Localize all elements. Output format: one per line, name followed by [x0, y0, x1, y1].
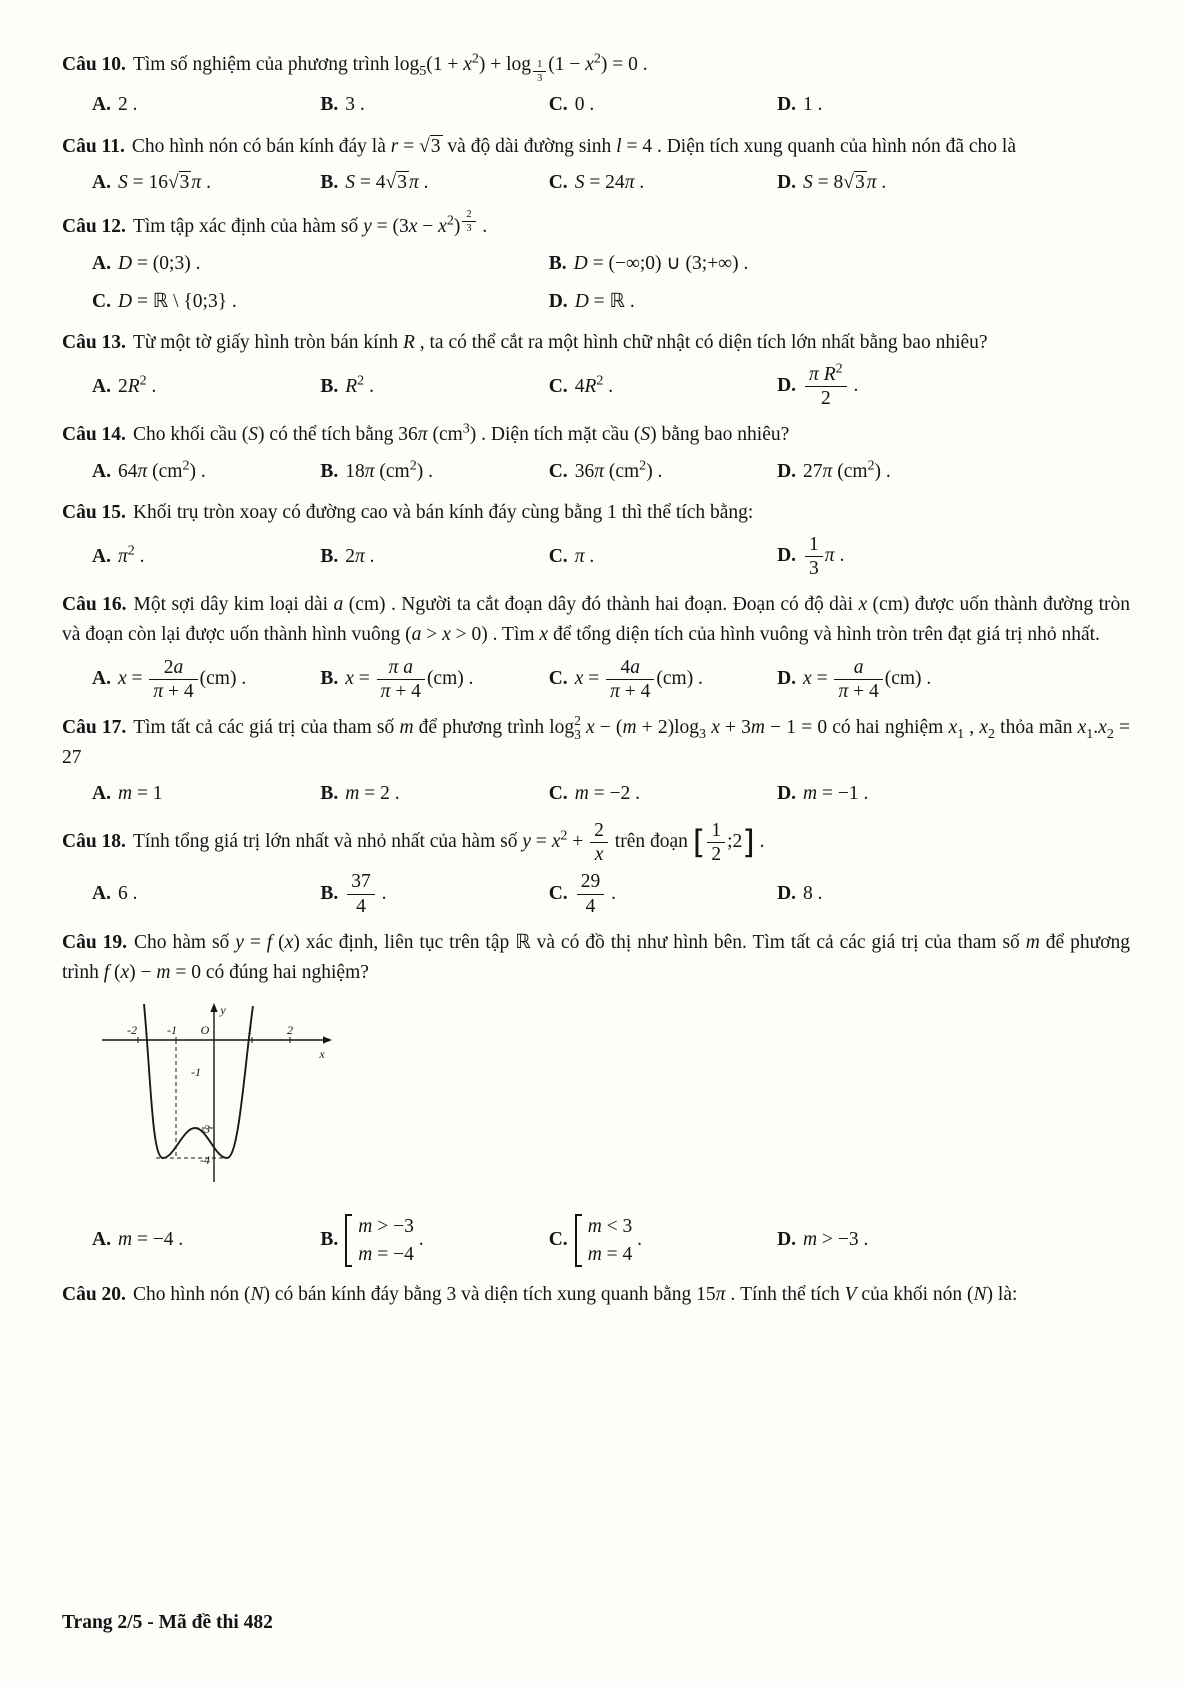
question-11 [62, 132, 1130, 198]
option-value: $\frac{1}{3}$ π . [803, 545, 844, 566]
option-b [320, 657, 548, 702]
question-15 [62, 498, 1130, 579]
option-b [320, 1212, 548, 1269]
question-number: Câu 20. [62, 1283, 126, 1305]
option-label: D. [777, 1229, 797, 1251]
options-row [62, 779, 1130, 809]
options-row [62, 457, 1130, 487]
question-number: Câu 14. [62, 424, 126, 446]
question-body: Tìm số nghiệm của phương trình $\log_5(1 + x^2) + \log$ $_{\frac{1}{3}}$ $(1 - x^2) = 0$ . [132, 50, 648, 85]
x-tick-label: -1 [167, 1023, 177, 1038]
question-text [62, 1280, 1130, 1310]
option-value: S = 24π . [574, 171, 645, 193]
question-body: Cho khối cầu (S) có thể tích bằng 36π $(cm^3)$ . Diện tích mặt cầu (S) bằng bao nhiêu? [132, 420, 790, 446]
option-label: B. [320, 94, 339, 116]
option-c [549, 457, 777, 487]
y-tick-label: -1 [191, 1065, 201, 1080]
option-value: 2 . [117, 94, 138, 116]
option-value: 6 . [117, 882, 138, 904]
option-value: D = (−∞;0) ∪ (3;+∞) . [573, 252, 749, 274]
option-value: $4R^2$ . [574, 372, 614, 397]
y-tick-label: -3 [200, 1122, 210, 1137]
option-label: B. [320, 1229, 339, 1251]
question-number: Câu 10. [62, 54, 126, 75]
option-label: A. [92, 783, 111, 805]
option-label: B. [320, 375, 339, 397]
option-label: D. [777, 171, 797, 193]
option-b [320, 168, 548, 198]
option-label: A. [92, 667, 111, 689]
x-tick-label: 2 [287, 1023, 293, 1038]
question-number: Câu 18. [62, 831, 126, 853]
option-a [92, 457, 320, 487]
option-b [320, 779, 548, 809]
question-18 [62, 820, 1130, 916]
option-a [92, 542, 320, 572]
question-text [62, 928, 1130, 988]
page-footer: Trang 2/5 - Mã đề thi 482 [62, 1611, 273, 1633]
option-d [777, 534, 1130, 579]
question-text [62, 590, 1130, 650]
option-value: 0 . [574, 94, 595, 116]
option-c [549, 1212, 777, 1269]
option-label: C. [548, 667, 568, 689]
option-a [92, 372, 320, 402]
option-b [320, 871, 548, 916]
option-value: 27π $(cm^2)$ . [803, 457, 891, 482]
option-d [777, 360, 1130, 410]
question-body: Tính tổng giá trị lớn nhất và nhỏ nhất của hàm số $y = x^2$ + $\frac{2}{x}$ trên đoạn [ $\frac{1}{2}$ ;2] . [132, 820, 765, 866]
question-14 [62, 420, 1130, 486]
option-label: A. [92, 252, 111, 274]
option-label: D. [777, 882, 797, 904]
option-label: C. [548, 460, 568, 482]
option-value: m < 3 m = 4 . [575, 1229, 642, 1250]
option-d [777, 879, 1130, 909]
origin-label: O [200, 1023, 210, 1038]
option-value: D = ℝ . [574, 290, 635, 312]
option-label: A. [92, 882, 111, 904]
option-value: 1 . [803, 94, 823, 116]
graph-svg [94, 1000, 338, 1192]
option-label: C. [548, 1229, 568, 1251]
option-value: 3 . [345, 94, 365, 116]
option-d [777, 1225, 1130, 1255]
option-a [92, 168, 320, 198]
option-d [777, 90, 1130, 120]
option-value: x = $\frac{4a}{\pi + 4}$ (cm) . [574, 656, 703, 702]
question-body: Một sợi dây kim loại dài a (cm) . Người ta cắt đoạn dây đó thành hai đoạn. Đoạn có độ dài x (cm) được uốn thành đường tròn và đoạn còn lại được uốn thành hình vuông (a > x > 0) . Tìm x để tổng diện tích của hình vuông và hình tròn trên đạt giá trị nhỏ nhất. [62, 594, 1130, 646]
option-value: 64π $(cm^2)$ . [117, 457, 206, 482]
question-body: Tìm tất cả các giá trị của tham số m để phương trình log 2 3 $x - (m + 2)\log_3$ x + 3m − 1 = 0 có hai nghiệm $x_1$ , $x_2$ thỏa mãn $x_1.x_2 = 27$ [62, 713, 1130, 768]
option-a [92, 657, 320, 702]
question-text [62, 50, 1130, 84]
question-text [62, 328, 1130, 358]
option-d [777, 457, 1130, 487]
option-value: 18π $(cm^2)$ . [345, 457, 433, 482]
option-c [92, 287, 549, 317]
option-label: D. [548, 290, 568, 312]
question-number: Câu 16. [62, 594, 127, 616]
option-value: S = 8√3 π . [803, 171, 887, 193]
option-c [549, 90, 777, 120]
option-label: B. [320, 171, 339, 193]
option-c [549, 372, 777, 402]
y-axis-arrow [210, 1003, 217, 1012]
option-label: B. [320, 545, 339, 567]
option-c [549, 871, 777, 916]
option-value: x = $\frac{2a}{\pi + 4}$ (cm) . [117, 656, 247, 702]
option-b [320, 542, 548, 572]
option-a [92, 1225, 320, 1255]
options-row [62, 871, 1130, 916]
question-body: Khối trụ tròn xoay có đường cao và bán kính đáy cùng bằng 1 thì thể tích bằng: [132, 501, 754, 523]
option-value: x = $\frac{\text{π a}}{\pi + 4}$ (cm) . [345, 656, 474, 702]
option-c [549, 168, 777, 198]
question-body: Cho hình nón (N) có bán kính đáy bằng 3 và diện tích xung quanh bằng 15π . Tính thể tích V của khối nón (N) là: [132, 1283, 1018, 1305]
option-label: D. [777, 667, 797, 689]
x-tick-label: 1 [247, 1023, 253, 1038]
options-row [62, 360, 1130, 410]
question-body: Cho hàm số y = f (x) xác định, liên tục trên tập ℝ và có đồ thị như hình bên. Tìm tất cả các giá trị của tham số m để phương trình f (x) − m = 0 có đúng hai nghiệm? [62, 931, 1131, 983]
option-label: B. [320, 667, 339, 689]
question-10 [62, 50, 1130, 121]
option-value: 2π . [345, 545, 375, 567]
option-c [549, 657, 777, 702]
question-text [62, 713, 1130, 773]
options-row [62, 657, 1130, 702]
option-value: $R^2$ . [345, 372, 374, 397]
option-c [549, 542, 777, 572]
option-label: C. [548, 545, 568, 567]
option-value: S = 16√3 π . [117, 171, 211, 193]
option-a [92, 779, 320, 809]
options-row [62, 534, 1130, 579]
option-value: m = −4 . [117, 1229, 184, 1251]
option-label: B. [320, 882, 339, 904]
option-value: m > −3 . [803, 1229, 869, 1251]
option-a [92, 879, 320, 909]
option-d [549, 287, 1130, 317]
option-label: B. [320, 460, 339, 482]
option-label: A. [92, 545, 111, 567]
function-curve [144, 1004, 253, 1158]
option-label: D. [777, 783, 797, 805]
option-value: $\frac{37}{4}$ . [345, 883, 386, 904]
x-axis-arrow [323, 1036, 332, 1043]
option-label: C. [548, 882, 568, 904]
options-row [62, 1212, 1130, 1269]
option-label: D. [777, 460, 797, 482]
question-body: Từ một tờ giấy hình tròn bán kính R , ta có thể cắt ra một hình chữ nhật có diện tích lớn nhất bằng bao nhiêu? [132, 332, 988, 354]
option-label: C. [548, 94, 568, 116]
option-c [549, 779, 777, 809]
question-text [62, 420, 1130, 450]
option-value: $\frac{\pi R^2}{2}$ . [803, 375, 858, 396]
options-row [62, 90, 1130, 120]
question-number: Câu 11. [62, 135, 125, 157]
option-label: C. [92, 290, 111, 312]
option-label: D. [777, 94, 797, 116]
option-value: $\pi^2$ . [117, 542, 145, 567]
question-number: Câu 19. [62, 931, 127, 953]
option-value: $\frac{29}{4}$ . [575, 883, 616, 904]
option-value: m = 1 [117, 783, 163, 805]
option-value: m > −3 m = −4 . [345, 1229, 423, 1250]
option-value: m = −2 . [574, 783, 641, 805]
option-label: B. [548, 252, 567, 274]
option-label: D. [777, 545, 797, 567]
option-a [92, 90, 320, 120]
y-axis-label: y [220, 1003, 226, 1018]
y-tick-label: -4 [200, 1153, 210, 1168]
question-number: Câu 13. [62, 332, 126, 354]
option-value: S = 4√3 π . [345, 171, 429, 193]
question-19 [62, 928, 1130, 1269]
option-value: 36π $(cm^2)$ . [574, 457, 663, 482]
option-value: π . [574, 545, 595, 567]
question-body: Cho hình nón có bán kính đáy là r = √3 và độ dài đường sinh l = 4 . Diện tích xung quanh của hình nón đã cho là [131, 135, 1017, 157]
option-value: $2R^2$ . [117, 372, 157, 397]
option-b [320, 372, 548, 402]
question-text [62, 209, 1130, 243]
x-tick-label: -2 [127, 1023, 137, 1038]
option-label: A. [92, 460, 111, 482]
option-label: C. [548, 783, 568, 805]
option-value: m = 2 . [345, 783, 400, 805]
option-label: A. [92, 375, 111, 397]
option-value: 8 . [803, 882, 823, 904]
question-text [62, 498, 1130, 528]
option-value: D = (0;3) . [117, 252, 201, 274]
option-d [777, 657, 1130, 702]
question-body: Tìm tập xác định của hàm số $y = (3x - x^2)$ $^{\frac{2}{3}}$ . [132, 209, 488, 238]
option-label: C. [548, 375, 568, 397]
option-d [777, 779, 1130, 809]
option-a [92, 249, 549, 279]
question-20 [62, 1280, 1130, 1310]
option-value: m = −1 . [803, 783, 869, 805]
question-16 [62, 590, 1130, 702]
x-axis-label: x [319, 1047, 325, 1062]
options-grid [62, 249, 1130, 317]
option-label: C. [548, 171, 568, 193]
option-b [320, 90, 548, 120]
question-number: Câu 12. [62, 216, 126, 238]
question-number: Câu 17. [62, 716, 127, 738]
option-d [777, 168, 1130, 198]
option-b [549, 249, 1130, 279]
question-text [62, 132, 1130, 162]
question-text [62, 820, 1130, 865]
option-label: D. [777, 375, 797, 397]
option-label: A. [92, 1229, 111, 1251]
question-13 [62, 328, 1130, 409]
function-graph [94, 1000, 1130, 1202]
option-value: D = ℝ \ {0;3} . [117, 290, 237, 312]
option-b [320, 457, 548, 487]
question-12 [62, 209, 1130, 317]
option-label: A. [92, 94, 111, 116]
option-label: B. [320, 783, 339, 805]
question-number: Câu 15. [62, 501, 126, 523]
option-label: A. [92, 171, 111, 193]
options-row [62, 168, 1130, 198]
option-value: x = $\frac{a}{\pi + 4}$ (cm) . [803, 656, 932, 702]
question-17 [62, 713, 1130, 810]
